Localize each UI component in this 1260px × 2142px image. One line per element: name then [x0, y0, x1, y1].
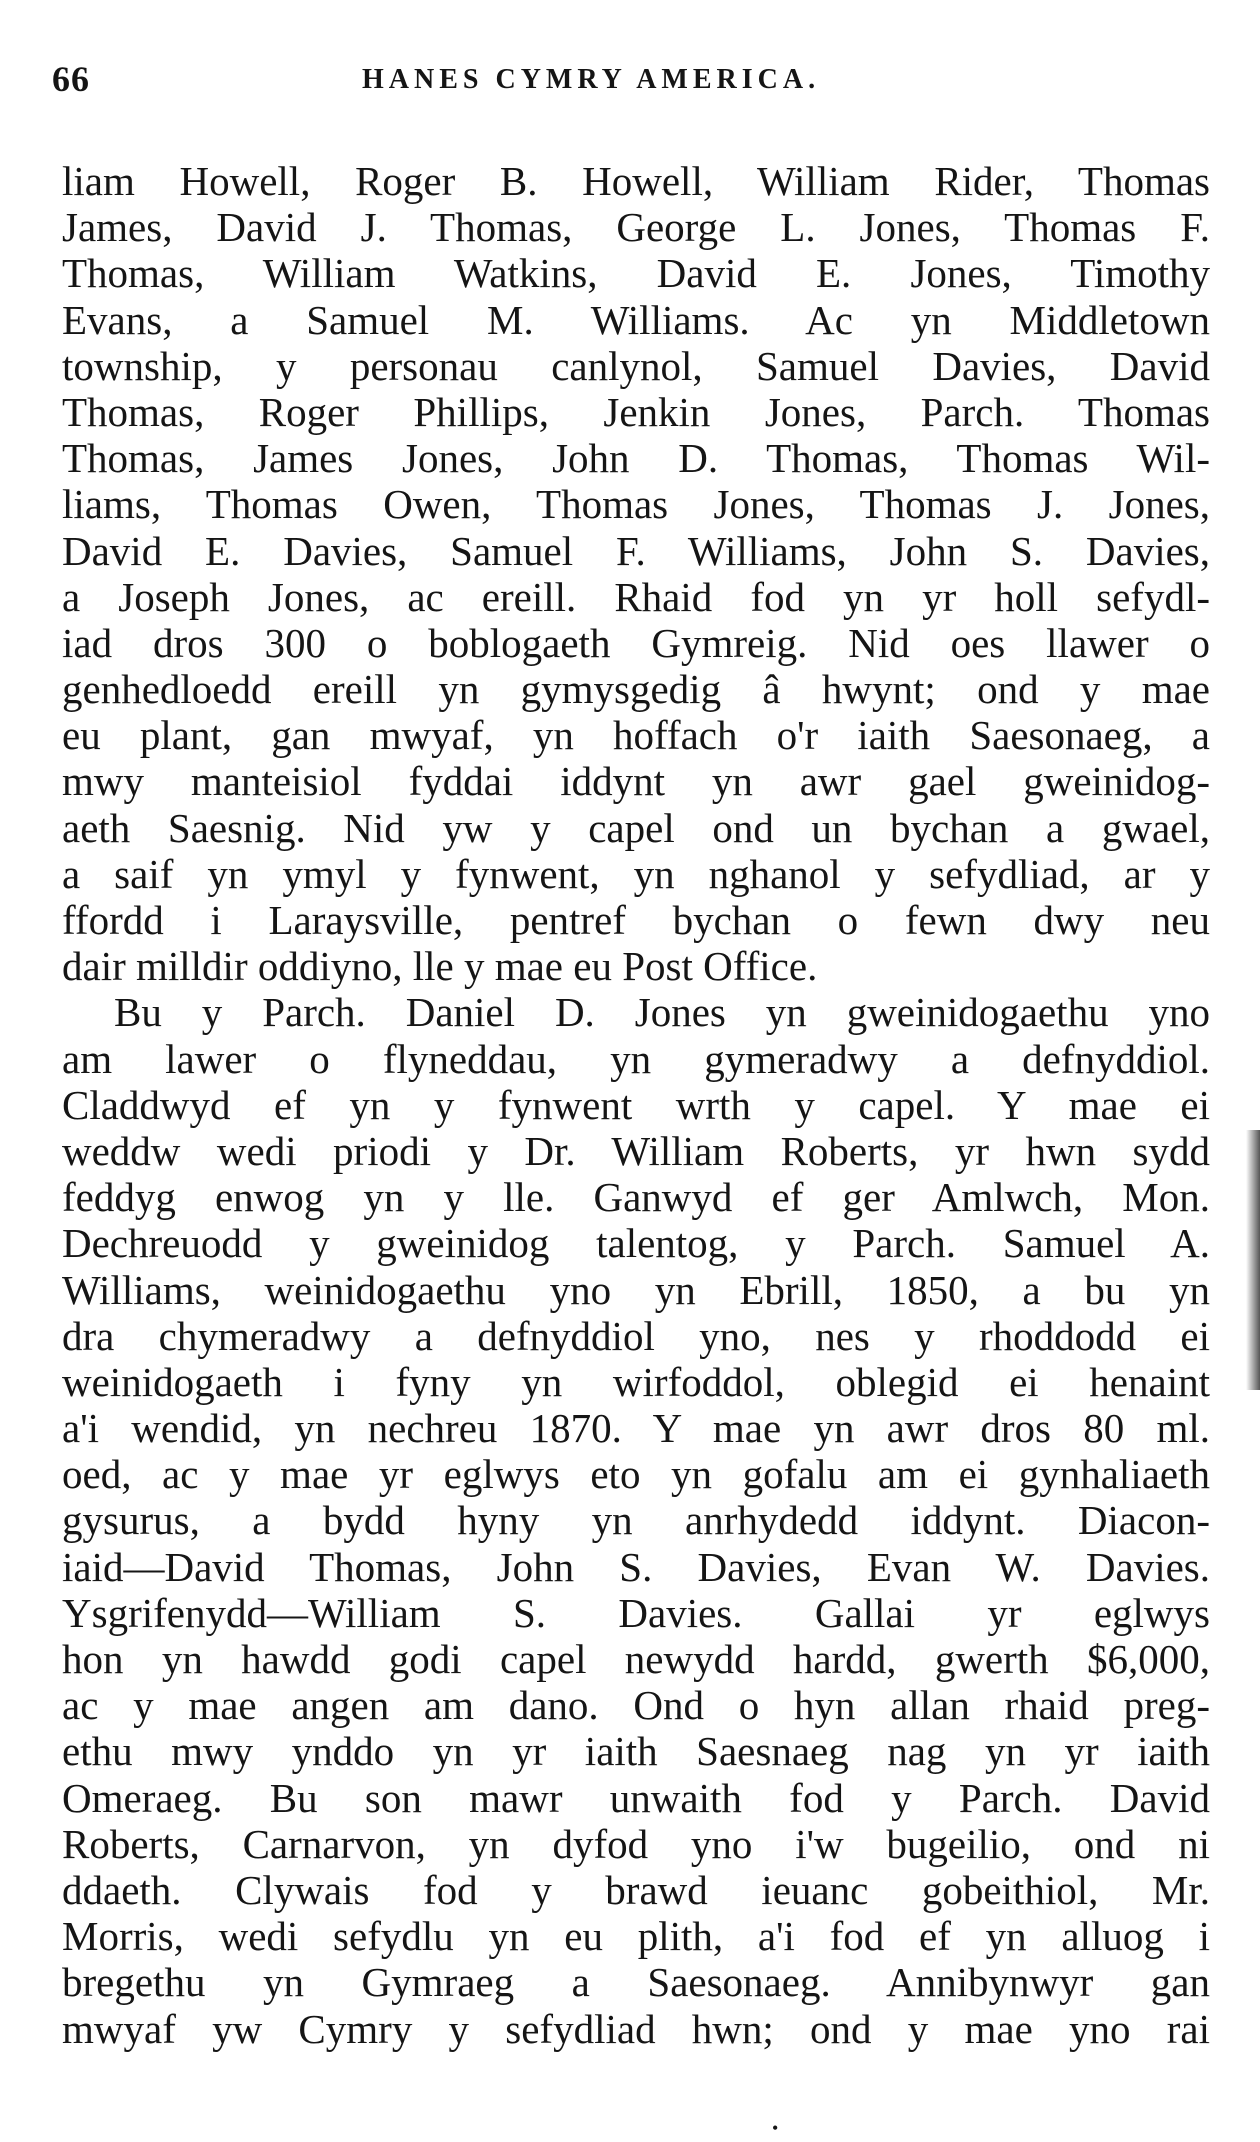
text-line: Thomas, James Jones, John D. Thomas, Thomas Wil- [62, 435, 1210, 482]
running-head [52, 58, 1202, 108]
text-line: mwyaf yw Cymry y sefydliad hwn; ond y mae yno rai [62, 2005, 1210, 2052]
page-edge-shadow [1246, 1130, 1260, 1390]
text-line: weinidogaeth i fyny yn wirfoddol, oblegid ei henaint [62, 1358, 1210, 1405]
text-line: weddw wedi priodi y Dr. William Roberts, yr hwn sydd [62, 1127, 1210, 1174]
page-number: 66 [52, 59, 90, 99]
text-line: Williams, weinidogaethu yno yn Ebrill, 1850, a bu yn [62, 1266, 1210, 1313]
text-line: am lawer o flyneddau, yn gymeradwy a defnyddiol. [62, 1035, 1210, 1082]
running-title: HANES CYMRY AMERICA. [362, 64, 821, 95]
text-line: iaid—David Thomas, John S. Davies, Evan W. Davies. [62, 1543, 1210, 1590]
text-line: Morris, wedi sefydlu yn eu plith, a'i fod ef yn alluog i [62, 1913, 1210, 1960]
text-line: ffordd i Laraysville, pentref bychan o fewn dwy neu [62, 897, 1210, 943]
text-line: ac y mae angen am dano. Ond o hyn allan rhaid preg- [62, 1682, 1210, 1729]
text-line: Thomas, Roger Phillips, Jenkin Jones, Parch. Thomas [62, 388, 1210, 435]
text-line: David E. Davies, Samuel F. Williams, John S. Davies, [62, 527, 1210, 574]
text-line: Dechreuodd y gweinidog talentog, y Parch. Samuel A. [62, 1220, 1210, 1267]
text-line: feddyg enwog yn y lle. Ganwyd ef ger Amlwch, Mon. [62, 1174, 1210, 1221]
text-line: oed, ac y mae yr eglwys eto yn gofalu am ei gynhaliaeth [62, 1451, 1210, 1498]
text-line: township, y personau canlynol, Samuel Davies, David [62, 342, 1210, 389]
text-line: bregethu yn Gymraeg a Saesonaeg. Annibynwyr gan [62, 1959, 1210, 2006]
text-line: dair milldir oddiyno, lle y mae eu Post Office. [62, 943, 818, 990]
text-line: ddaeth. Clywais fod y brawd ieuanc gobeithiol, Mr. [62, 1866, 1210, 1913]
text-line: Ysgrifenydd—William S. Davies. Gallai yr eglwys [62, 1589, 1210, 1636]
text-line: gysurus, a bydd hyny yn anrhydedd iddynt. Diacon- [62, 1497, 1210, 1544]
text-line: iad dros 300 o boblogaeth Gymreig. Nid oes llawer o [62, 619, 1210, 666]
text-line: ethu mwy ynddo yn yr iaith Saesnaeg nag yn yr iaith [62, 1728, 1210, 1775]
text-line: Thomas, William Watkins, David E. Jones, Timothy [62, 250, 1210, 297]
text-line: James, David J. Thomas, George L. Jones, Thomas F. [62, 204, 1210, 251]
text-line: Evans, a Samuel M. Williams. Ac yn Middletown [62, 296, 1210, 343]
text-line: Roberts, Carnarvon, yn dyfod yno i'w bugeilio, ond ni [62, 1820, 1210, 1867]
text-line: aeth Saesnig. Nid yw y capel ond un bychan a gwael, [62, 804, 1210, 851]
text-line: dra chymeradwy a defnyddiol yno, nes y rhoddodd ei [62, 1312, 1210, 1359]
text-line: Claddwyd ef yn y fynwent wrth y capel. Y mae ei [62, 1081, 1210, 1128]
body-text [62, 158, 1210, 2052]
text-line: liams, Thomas Owen, Thomas Jones, Thomas J. Jones, [62, 481, 1210, 528]
text-line: hon yn hawdd godi capel newydd hardd, gwerth $6,000, [62, 1636, 1210, 1682]
text-line: Omeraeg. Bu son mawr unwaith fod y Parch. David [62, 1774, 1210, 1821]
text-line: mwy manteisiol fyddai iddynt yn awr gael gweinidog- [62, 758, 1210, 805]
text-line: liam Howell, Roger B. Howell, William Rider, Thomas [62, 158, 1210, 204]
text-line: genhedloedd ereill yn gymysgedig â hwynt; ond y mae [62, 666, 1210, 713]
text-line: Bu y Parch. Daniel D. Jones yn gweinidogaethu yno [114, 989, 1210, 1036]
text-line: eu plant, gan mwyaf, yn hoffach o'r iaith Saesonaeg, a [62, 712, 1210, 759]
ink-dot-mark: • [772, 2118, 779, 2138]
text-line: a Joseph Jones, ac ereill. Rhaid fod yn yr holl sefydl- [62, 573, 1210, 620]
text-line: a'i wendid, yn nechreu 1870. Y mae yn awr dros 80 ml. [62, 1405, 1210, 1452]
text-line: a saif yn ymyl y fynwent, yn nghanol y sefydliad, ar y [62, 850, 1210, 897]
